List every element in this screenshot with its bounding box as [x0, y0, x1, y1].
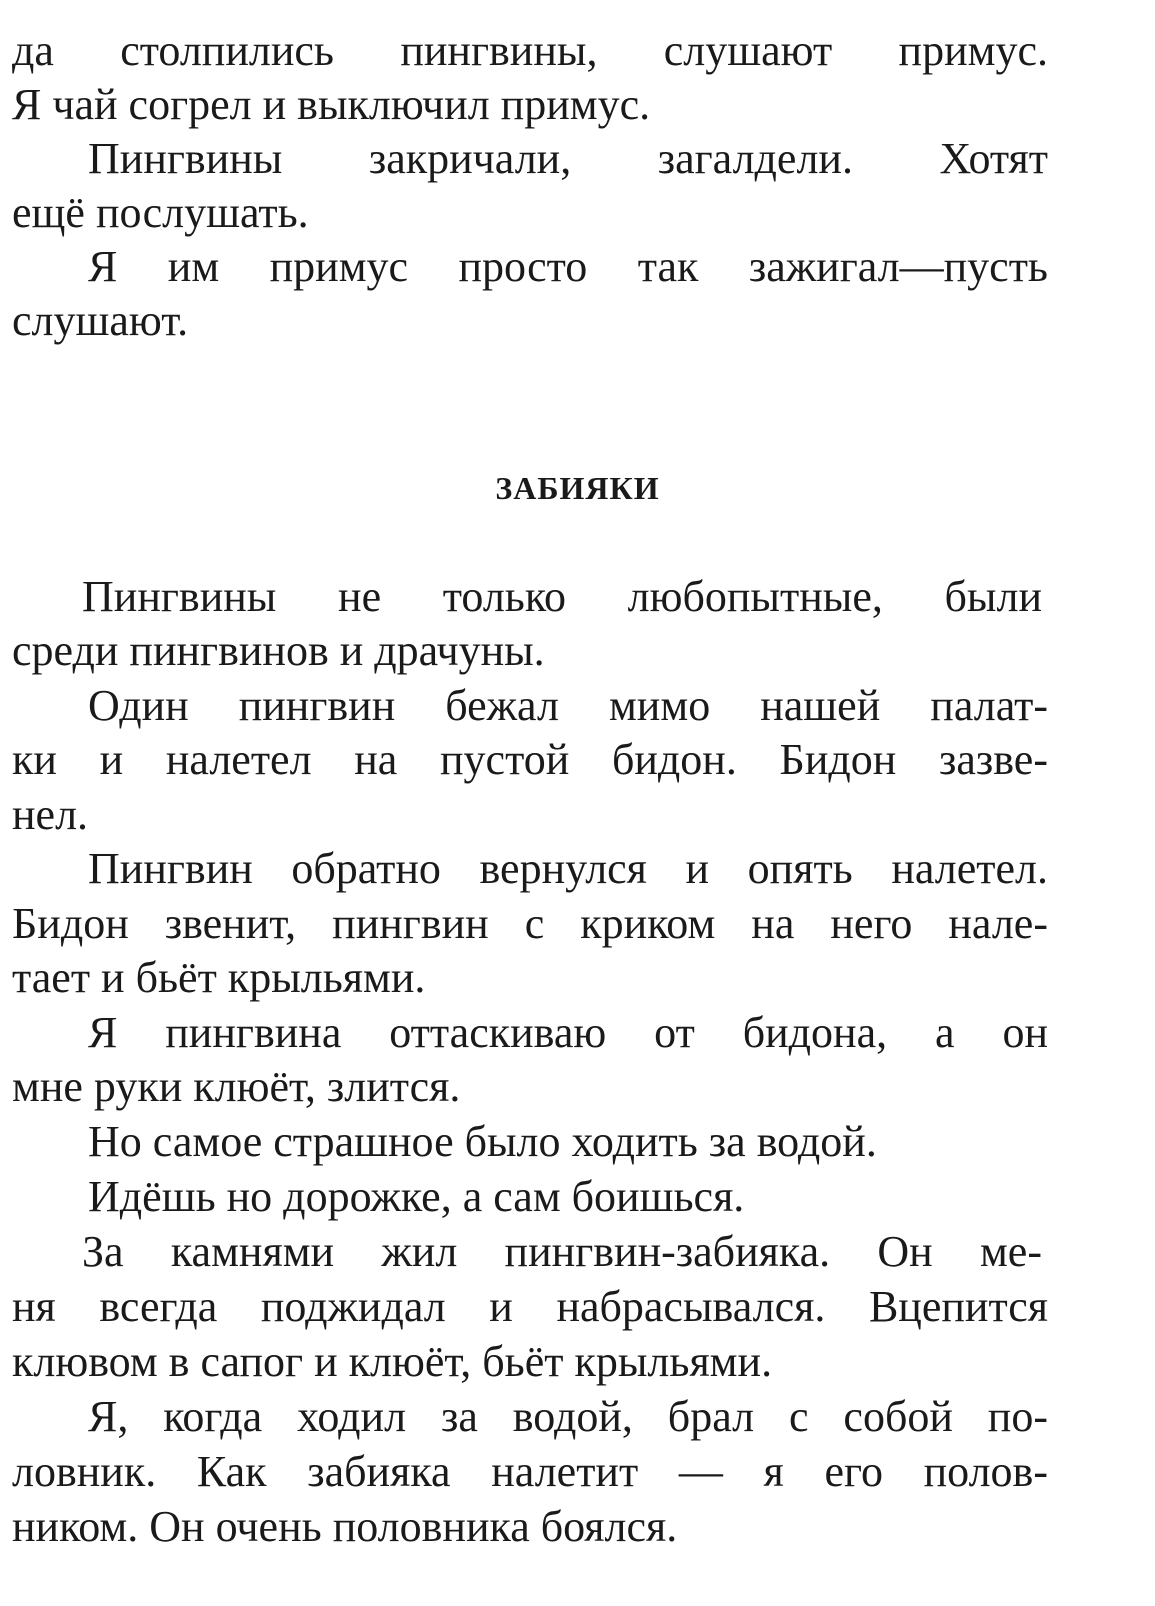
text-line: Я чай согрел и выключил примус. [12, 80, 651, 129]
text-line: ником. Он очень половника боялся. [12, 1502, 678, 1551]
text-line: Пингвины закричали, загалдели. Хотят [88, 134, 1048, 183]
text-line: ловник. Как забияка налетит — я его полов- [12, 1447, 1048, 1496]
text-line: ещё послушать. [12, 188, 309, 237]
text-line: Один пингвин бежал мимо нашей палат- [88, 681, 1048, 730]
text-line: клювом в сапог и клюёт, бьёт крыльями. [12, 1337, 773, 1386]
text-line: среди пингвинов и драчуны. [12, 626, 545, 675]
text-line: Идёшь но дорожке, а сам боишься. [88, 1172, 745, 1221]
text-line: Я, когда ходил за водой, брал с собой по- [88, 1392, 1048, 1441]
text-line: Я им примус просто так зажигал—пусть [88, 242, 1048, 291]
text-line: слушают. [12, 296, 189, 345]
text-line: Но самое страшное было ходить за водой. [88, 1117, 877, 1166]
text-line: да столпились пингвины, слушают примус. [12, 26, 1048, 75]
text-line: Пингвин обратно вернулся и опять налетел. [88, 844, 1048, 893]
text-line: Пингвины не только любопытные, были [82, 572, 1042, 621]
text-line: За камнями жил пингвин-забияка. Он ме- [82, 1227, 1042, 1276]
text-line: ня всегда поджидал и набрасывался. Вцепится [12, 1282, 1048, 1331]
text-line: тает и бьёт крыльями. [12, 953, 426, 1002]
text-line: ки и налетел на пустой бидон. Бидон зазве- [12, 735, 1048, 784]
text-line: нел. [12, 790, 89, 839]
chapter-heading: ЗАБИЯКИ [495, 470, 660, 506]
text-line: Я пингвина оттаскиваю от бидона, а он [88, 1008, 1048, 1057]
text-line: мне руки клюёт, злится. [12, 1062, 461, 1111]
text-line: Бидон звенит, пингвин с криком на него нале- [12, 899, 1048, 948]
